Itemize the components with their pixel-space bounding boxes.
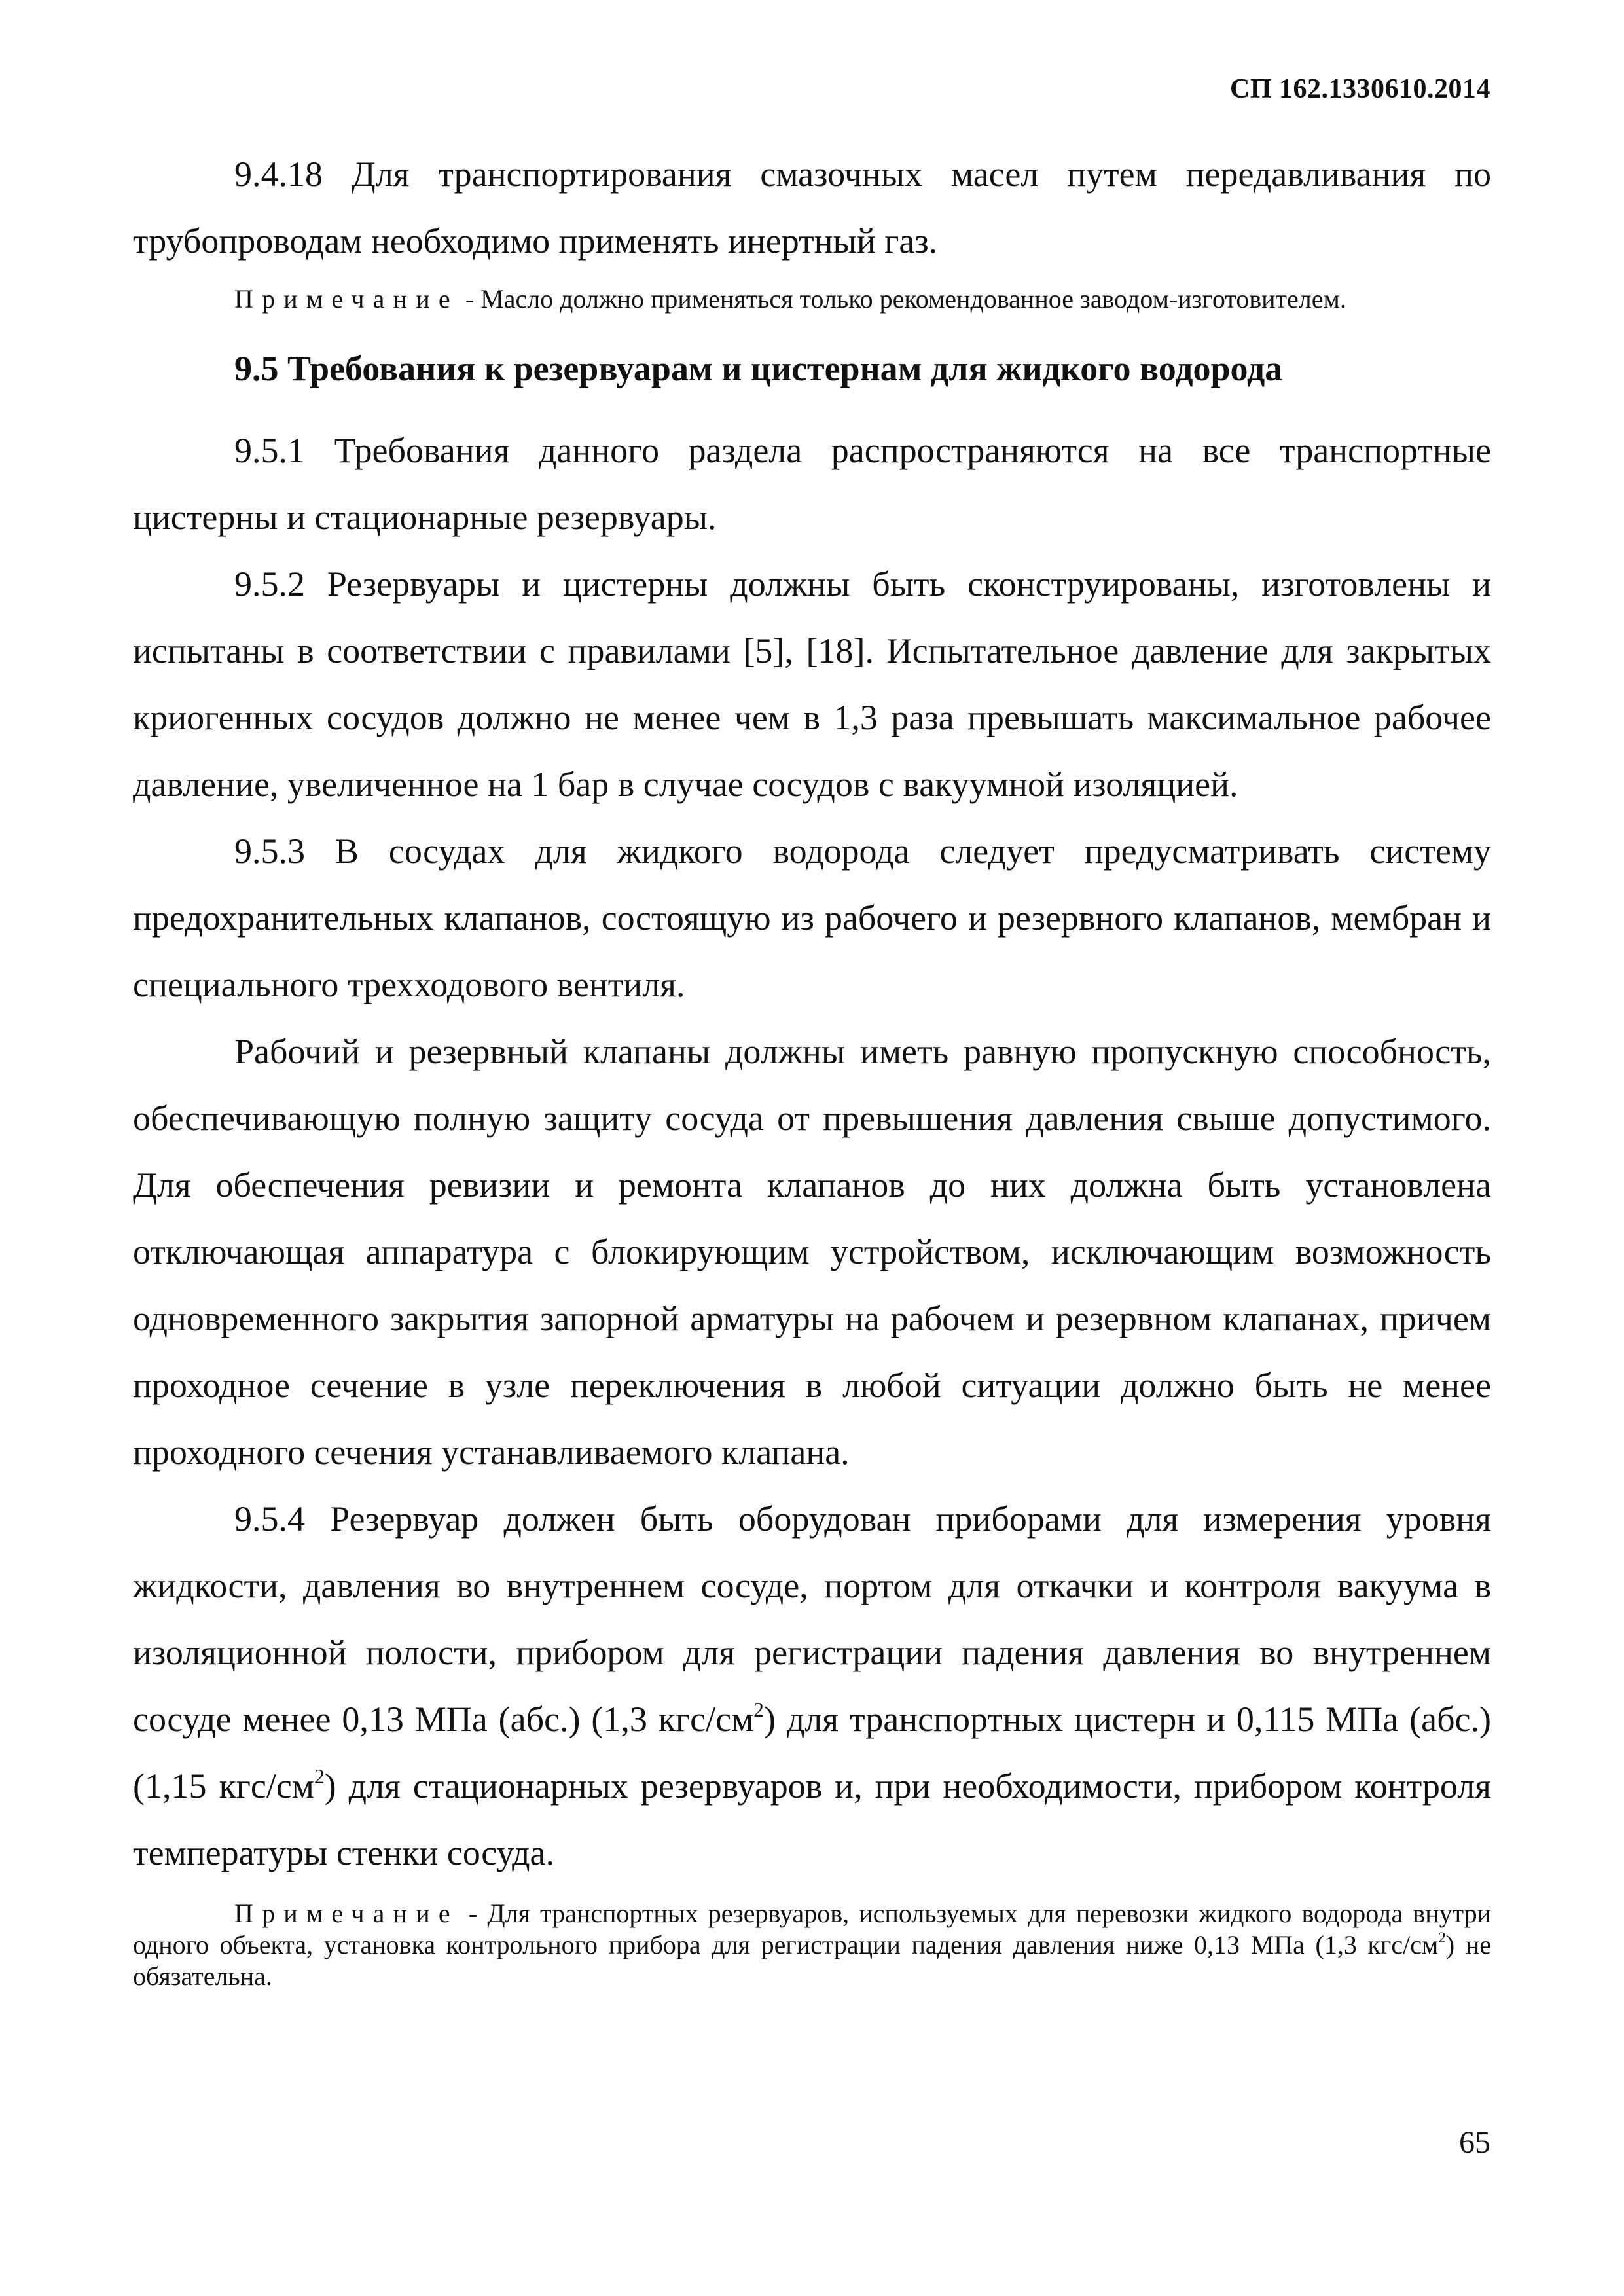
- paragraph-9-5-4-part3: ) для стационарных резервуаров и, при необходимости, прибором контроля температуры стенки сосуда.: [133, 1766, 1491, 1872]
- page-content: [133, 141, 1491, 1992]
- paragraph-9-5-4-part1: 9.5.4 Резервуар должен быть оборудован приборами для измерения уровня жидкости, давления во внутреннем сосуде, портом для откачки и контроля вакуума в изоляционной полости, прибором для регистрации падения давления во внутреннем сосуде менее 0,13 МПа (абс.) (1,3 кгс/см: [133, 1499, 1491, 1739]
- note-label: Примечание: [234, 1899, 459, 1928]
- section-heading-9-5: 9.5 Требования к резервуарам и цистернам для жидкого водорода: [234, 349, 1283, 388]
- note-dash: -: [458, 284, 481, 314]
- paragraph-valves: Рабочий и резервный клапаны должны иметь равную пропускную способность, обеспечивающую полную защиту сосуда от превышения давления свыше допустимого. Для обеспечения ревизии и ремонта клапанов до них должна быть установлена отключающая аппаратура с блокирующим устройством, исключающим возможность одновременного закрытия запорной арматуры на рабочем и резервном клапанах, причем проходное сечение в узле переключения в любой ситуации должно быть не менее проходного сечения устанавливаемого клапана.: [133, 1032, 1491, 1472]
- paragraph-9-5-2: 9.5.2 Резервуары и цистерны должны быть сконструированы, изготовлены и испытаны в соответствии с правилами [5], [18]. Испытательное давление для закрытых криогенных сосудов должно не менее чем в 1,3 раза превышать максимальное рабочее давление, увеличенное на 1 бар в случае сосудов с вакуумной изоляцией.: [133, 564, 1491, 804]
- paragraph-9-5-4: [133, 1485, 1491, 1886]
- page-number: 65: [1459, 2125, 1490, 2160]
- paragraph-9-5-3: 9.5.3 В сосудах для жидкого водорода следует предусматривать систему предохранительных клапанов, состоящую из рабочего и резервного клапанов, мембран и специального трехходового вентиля.: [133, 831, 1491, 1004]
- note-text-part1: Для транспортных резервуаров, используемых для перевозки жидкого водорода внутри одного объекта, установка контрольного прибора для регистрации падения давления ниже 0,13 МПа (1,3 кгс/см: [133, 1899, 1491, 1959]
- note-text: Масло должно применяться только рекомендованное заводом-изготовителем.: [480, 284, 1346, 314]
- paragraph-9-4-18: 9.4.18 Для транспортирования смазочных масел путем передавливания по трубопроводам необходимо применять инертный газ.: [133, 155, 1491, 261]
- superscript-2: 2: [314, 1764, 325, 1788]
- note-dash: -: [458, 1899, 488, 1928]
- superscript-2: 2: [753, 1698, 764, 1721]
- note-text-part2: ) не обязательна.: [133, 1930, 1492, 1991]
- paragraph-9-5-1: 9.5.1 Требования данного раздела распространяются на все транспортные цистерны и стационарные резервуары.: [133, 431, 1491, 537]
- paragraph-9-5-4-part2: ) для транспортных цистерн и 0,115 МПа (абс.) (1,15 кгс/см: [133, 1700, 1491, 1806]
- note-oil: [133, 283, 1491, 315]
- superscript-2: 2: [1438, 1929, 1446, 1947]
- note-transport-tanks: [133, 1898, 1491, 1992]
- note-label: Примечание: [234, 284, 459, 314]
- document-code-header: СП 162.1330610.2014: [1230, 74, 1490, 104]
